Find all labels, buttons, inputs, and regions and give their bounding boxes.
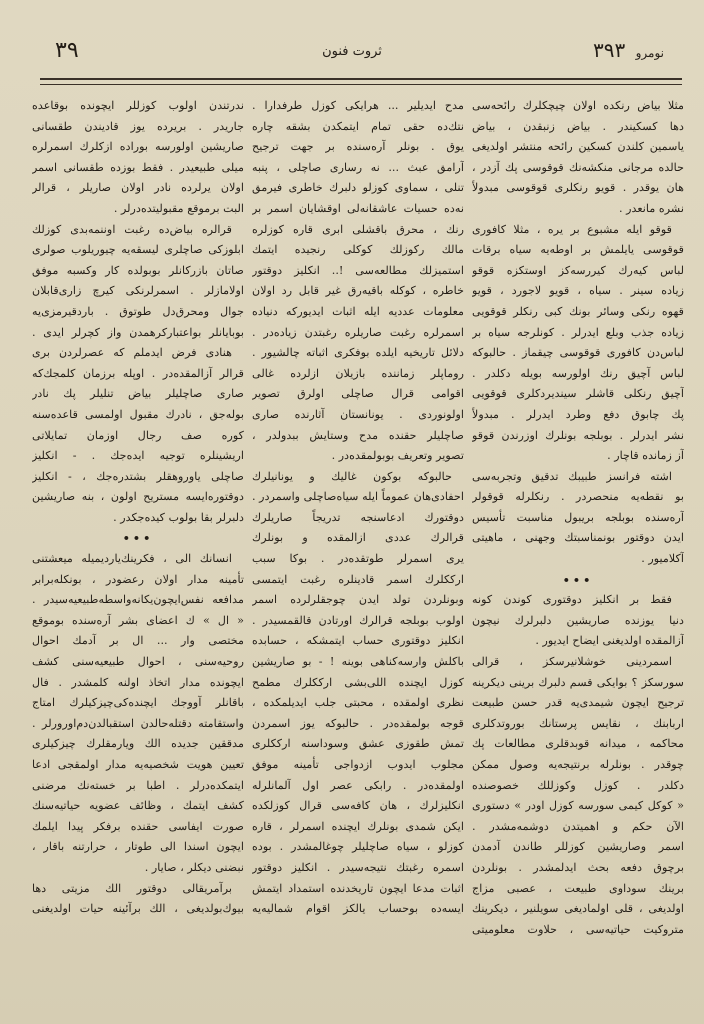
text-line: رنك ، محرق باقشلی ابری قاره کوزلره (252, 222, 464, 236)
text-line: برآمریقالی دوقتور الك مزیتی دها (32, 881, 232, 895)
text-line: اربابنك ، نقایس پرستانك بوروتدکلری (472, 716, 684, 730)
text-line: صورت ایفاسی حقنده برفکر پیدا ایلمك (32, 819, 244, 833)
text-line: مدح ایدیلیر ... هرایکی کوزل طرفدارا . (252, 99, 464, 112)
text-line: اثبات مدعا ایچون تاریخدنده استمداد ایتمش (252, 881, 464, 895)
column-left (32, 96, 244, 920)
text-line: ندرتندن اولوب کوزللر ایچونده بوقاعده (32, 99, 244, 112)
text-line: باقانلر آووجك ایچنده‌کی‌چیزکیلرك امتاج (32, 696, 244, 710)
text-line: صاچلی یاوروهقلر بشتدره‌جك ، - انکلیز (32, 469, 244, 483)
issue-number: ۳۹۳ (593, 38, 626, 62)
text-line: بوله‌جق ، نادرك مقبول اولمسی قاعده‌سنه (32, 407, 244, 421)
text-line: بو نقطه‌یه منحصردر . رنکلرله قوقولر (472, 490, 684, 504)
text-line: صاچلیلر حقنده مدح وستایش ببدولدر ، (252, 428, 464, 442)
text-line: ارککلرك اسمر قادینلره رغبت ایتمسی (252, 572, 464, 586)
text-line: نظری اولمقده ، محبتی جلب ایدیلمکده ، (252, 696, 464, 710)
text-line: روماپلر زماننده بازیلان ازلرده غالی (252, 366, 464, 380)
header-double-rule (40, 78, 682, 85)
text-line: لباس کیه‌رك کیررسه‌کز اوستکزه قوقو (472, 263, 684, 277)
text-line: قرالر آزالمقده‌در . اوپله برزمان کلمجك‌که (32, 366, 244, 380)
text-line: فقط بر انکلیز دوقتوری کوندن کونه (472, 593, 672, 607)
text-line: میلی طبیعیدر . فقط بوزده طقسانی اسمر (32, 160, 244, 174)
page-header (40, 38, 664, 68)
text-line: اسمره رغبتك نتیجه‌سیدر . انکلیز دوقتور (252, 860, 464, 874)
text-line: لباس آچیق رنك اولورسه بویله دکلدر . (472, 366, 684, 380)
text-line: اولامازلر . اسمرلرنکی کیرچ زاری‌قابلان (32, 284, 244, 298)
text-line: تنلی ، سماوی کوزلو دلبرك خاطری فیرمق (252, 181, 464, 195)
text-line: انسانك الی ، فکرینك‌یاردیمیله میعشتنی (32, 552, 232, 566)
text-line: کوره صف رجال اوزمان تمایلاتی (32, 428, 244, 442)
text-line: ایکن شمدی بونلرك ایچنده اسمرلر ، قاره (252, 819, 464, 833)
text-line: روحیه‌سنی ، احوال طبیعیه‌سنی کشف (32, 655, 244, 669)
text-line: مختصی وار ... ال بر آدمك احوال (32, 634, 244, 648)
text-line: ایدن دوقتور بونمناسبتك وجهنی ، ماهیتی (472, 531, 684, 545)
text-line: تعیین هویت شخصیه‌یه مدار اولمقجی ادعا (32, 758, 244, 771)
text-line: الآن حکم و اهمیتدن دوشمه‌مشدر . (472, 819, 684, 833)
column-right (472, 96, 684, 940)
text-line: سورسکز ؟ بوایکی قسم دلبرك برینی دیکرینه (472, 675, 684, 689)
page-number: ۳۹ (55, 38, 79, 63)
text-line: ابلوزکی صاچلری لیسقه‌یه چیوریلوب صولری (32, 243, 244, 257)
text-line: استمیزلك مطالعه‌سی !.. انکلیز دوقتور (252, 263, 464, 277)
text-line: کوزلو ، سیاه صاچلیلر چوغالمشدر . بوده (252, 840, 464, 854)
text-line: لباس‌دن کافوری قوقوسی چیقماز . حالبوکه (472, 346, 684, 360)
text-line: قوقو ایله مشبوع بر یره ، مثلا کافوری (472, 222, 672, 236)
text-line: یاسمین کلندن کسکین رائحه منتشر اولدیغی (472, 140, 684, 154)
text-line: تأمینه مدار اولان رعضودر ، بونکله‌برابر (32, 572, 244, 586)
text-line: برینك سوداوی طبیعت ، عصبی مزاج (472, 881, 684, 895)
text-line: اریشینلره توجیه ایده‌جك . - انکلیز (32, 449, 244, 463)
text-line: نبضنی دیکلر ، صایار . (144, 860, 244, 874)
text-line: آکلامیور . (641, 552, 684, 566)
text-line: انکلیز دوقتوری حساب ایتمشکه ، حسابده (252, 634, 464, 648)
text-line: کشف ایتمك ، وظائف عضویه حیاتیه‌سنك (32, 799, 244, 813)
journal-title: ثروت فنون (322, 44, 382, 59)
text-line: یری اسمرلر طوتقده‌در . بوکا سبب (252, 552, 464, 566)
text-line: بیوك‌بولدیغی ، الك برآئینه حیات اولدیغنی (32, 902, 244, 916)
text-line: دلبرلر بقا بولوب کیده‌جکدر . (113, 510, 244, 524)
text-line: اشته فرانسز طبیبك تدقیق وتجربه‌سی (472, 469, 672, 483)
text-line: آچیق رنکلی قاشلر سیندیردکلری قوقویی (472, 387, 684, 401)
text-line: تمش طقوزی عشق وسوداسنه ارککلری (252, 737, 464, 751)
text-line: اولدیغی ، قلی اولمادیغی سویلنیر ، دیکرینك (472, 902, 684, 916)
text-line: البت برموقع مقبولیتده‌درلر . (113, 201, 244, 215)
text-line: مثلا بیاض رنکده اولان چیچکلرك رائحه‌سی (472, 99, 684, 112)
text-line: بوبایانلر بواعتبارکرهمدن واز کچرلر ایدی . (32, 325, 244, 339)
text-line: اسمرلره رغبت صاریلره رغبتدن زیاده‌در . (252, 325, 464, 339)
text-line: ترجیح ایچون شیمدی‌یه قدر حسن طبیعت (472, 696, 684, 710)
text-line: مدققین جدیده الك ویارمقلرك چیزکیلری (32, 737, 244, 751)
text-line: قهوه رنکی وسائر بونك کبی رنکلر قوقویی (472, 304, 684, 318)
text-line: زیاده سینر . سیاه ، قویو لاجورد ، قویو (472, 284, 684, 298)
text-line: مدافعه نفس‌ایچون‌یکانه‌واسطه‌طبیعیه‌سیدر . (32, 593, 244, 607)
text-line: آره‌سنده بوبلجه بریبول مناسبت تأسیس (472, 510, 684, 524)
text-line: « ال » ك اعضای بشر آره‌سنده بوموقع (32, 613, 244, 627)
text-line: اولان یرلرده نادر اولان صاریلر ، قرالر (32, 181, 244, 195)
text-line: اولوب بوبلجه قرالرك اورتادن قالقمسیدر . (252, 613, 464, 627)
text-line: اولمقده‌در . رابکی عصر اول آلمانلرله (252, 778, 464, 792)
text-line: ایسه‌ده بوحساب یالکز اقوام شمالیه‌یه (252, 902, 464, 916)
text-line: قرالره بیاض‌ده رغبت اوننمه‌بدی کوزلك (32, 222, 232, 236)
text-line: هنادی فرض ایدملم که عصرلردن بری (32, 346, 232, 360)
text-line: دنیا یوزنده صاریشین دلبرلرك نیچون (472, 613, 684, 627)
text-line: دوقتورك ادعاسنجه تدریجاً صاریلرك (252, 510, 464, 524)
text-line: هان یوقدر . قویو رنکلری قوقوسی مبدولاً (472, 181, 684, 195)
text-line: چوقدر . بونلرله برنتیجه‌یه وصول ممکن (472, 758, 684, 771)
text-line: احفادی‌هان عموماً ایله سیاه‌صاچلی واسمردر . (252, 490, 464, 504)
text-line: پك چابوق دفع وطرد ایدرلر . مبدولاً (472, 407, 684, 421)
section-separator: ••• (122, 531, 154, 546)
text-line: ایتمکده‌درلر . اطبا بر خسته‌نك مرضنی (32, 778, 244, 792)
text-line: تصویر وتعریف بوبولمقده‌در . (331, 449, 464, 463)
text-line: خاطره ، کوکله باقیه‌رق غیر قابل رد اولان (252, 284, 464, 298)
text-line: دها کسکیندر . بیاض زنبقدن ، بیاض (472, 119, 684, 133)
text-line: ایچون اسندا الی طوتار ، حرارتنه باقار ، (32, 840, 244, 854)
text-line: معلومات عددیه ایله اثبات ایدیورکه دنیاده (252, 304, 464, 318)
text-line: نه‌ده حسیات عاشقانه‌لی اوقشایان اسمر بر (252, 201, 464, 215)
text-line: انکلیزلرك ، هان کافه‌سی قرال کوزلکده (252, 799, 464, 813)
text-line: اسمردینی خوشلانیرسکز ، قرالی (472, 655, 672, 669)
text-line: دکلدر . کوزل وکوزللك خصوصنده (472, 778, 684, 792)
text-line: آزالمقده اولدیغنی ایضاح ایدیور . (535, 634, 684, 648)
text-line: واستقامته دقتله‌حالدن استقبالدن‌دم‌اورورلر . (32, 716, 244, 730)
section-separator: ••• (562, 572, 594, 587)
text-line: جاریدر . بریرده یوز قادیندن طقسانی (32, 119, 244, 133)
text-line: محاکمه ، میدانه قوبدقلری مطالعات پك (472, 737, 684, 751)
text-line: وبونلردن تولد ایدن چوجقلرلرده اسمر (252, 593, 464, 607)
text-line: اولونوردی . یونانستان آثارنده صاری (252, 407, 464, 421)
text-line: دوقتوره‌ایسه مستریح اولون ، بنه صاریشین (32, 490, 244, 504)
text-line: آرامق عبث ... نه رساری صاچلی ، پنبه (252, 160, 464, 174)
column-middle (252, 96, 464, 920)
text-line: دلائل تاریخیه ایلده بوفکری اثباته چالشیور . (252, 346, 464, 360)
text-line: مالك ركوزلك کوکلی رنجیده ایتمك (252, 243, 464, 257)
text-line: ایچونده مدار اتخاذ اولنه کلمشدر . فال (32, 675, 244, 689)
text-line: برچوق دفعه بحث ایدلمشدر . بونلردن (472, 860, 684, 874)
text-line: صاتان بازرکانلر بوبولده کار وکسبه موفق (32, 263, 244, 277)
text-line: نشر ایدرلر . بوبلجه بونلرك اوزرندن قوقو (472, 428, 684, 442)
text-line: قوجه بولمقده‌در . حالبوکه یوز اسمردن (252, 716, 464, 730)
text-line: نتك‌ده حقی تمام ایتمکدن بشقه چاره (252, 119, 464, 133)
text-line: آز زمانده قاچار . (607, 449, 684, 463)
text-line: جوال ومحرق‌دل طوتوق . باردقیرمزی‌یه (32, 304, 244, 318)
text-line: باکلش وار‌سه‌کناهی بوینه ! - بو صاریشین (252, 655, 464, 669)
text-line: زیاده جذب وبلع ایدرلر . کونلرجه سیاه بر (472, 325, 684, 339)
text-line: حالبوکه بوکون غالیك و یونانیلرك (252, 469, 452, 483)
text-line: متروکیت حیاتیه‌سی ، حلاوت معلومیتی (472, 922, 684, 936)
text-line: قوقوسی یایلمش بر اوطه‌یه سیاه برقات (472, 243, 684, 257)
text-line: صاری صاچلیلر بیاض تنلیلر پك نادر (32, 387, 244, 401)
text-line: حالده مرجانی منکشه‌نك قوقوسی پك آزدر ، (472, 160, 684, 174)
text-line: مجلوب ایدوب ازدواجی تأمینه موفق (252, 758, 464, 771)
text-line: اسمر وصاریشین کوزللر طاندن آدمدن (472, 840, 684, 854)
issue-label: نومرو (635, 46, 664, 60)
text-line: قرالرك عددی ازالمقده و بونلرك (252, 531, 464, 545)
text-line: کوزل ایچنده اللی‌بشی ارککلرك مطمح (252, 675, 464, 689)
text-line: یوق . بونلر آره‌سنده بر جهت ترجیح (252, 140, 464, 154)
text-line: « کوکل کیمی سورسه کوزل اودر » دستوری (472, 799, 684, 813)
text-line: نشره مانعدر . (619, 201, 684, 215)
text-line: اقوامی قرال صاچلی اولرق تصویر (252, 387, 464, 401)
text-line: صاریشین اولورسه بوراده ازکلرك اسمرلره (32, 140, 244, 154)
issue-number-label (593, 38, 664, 62)
